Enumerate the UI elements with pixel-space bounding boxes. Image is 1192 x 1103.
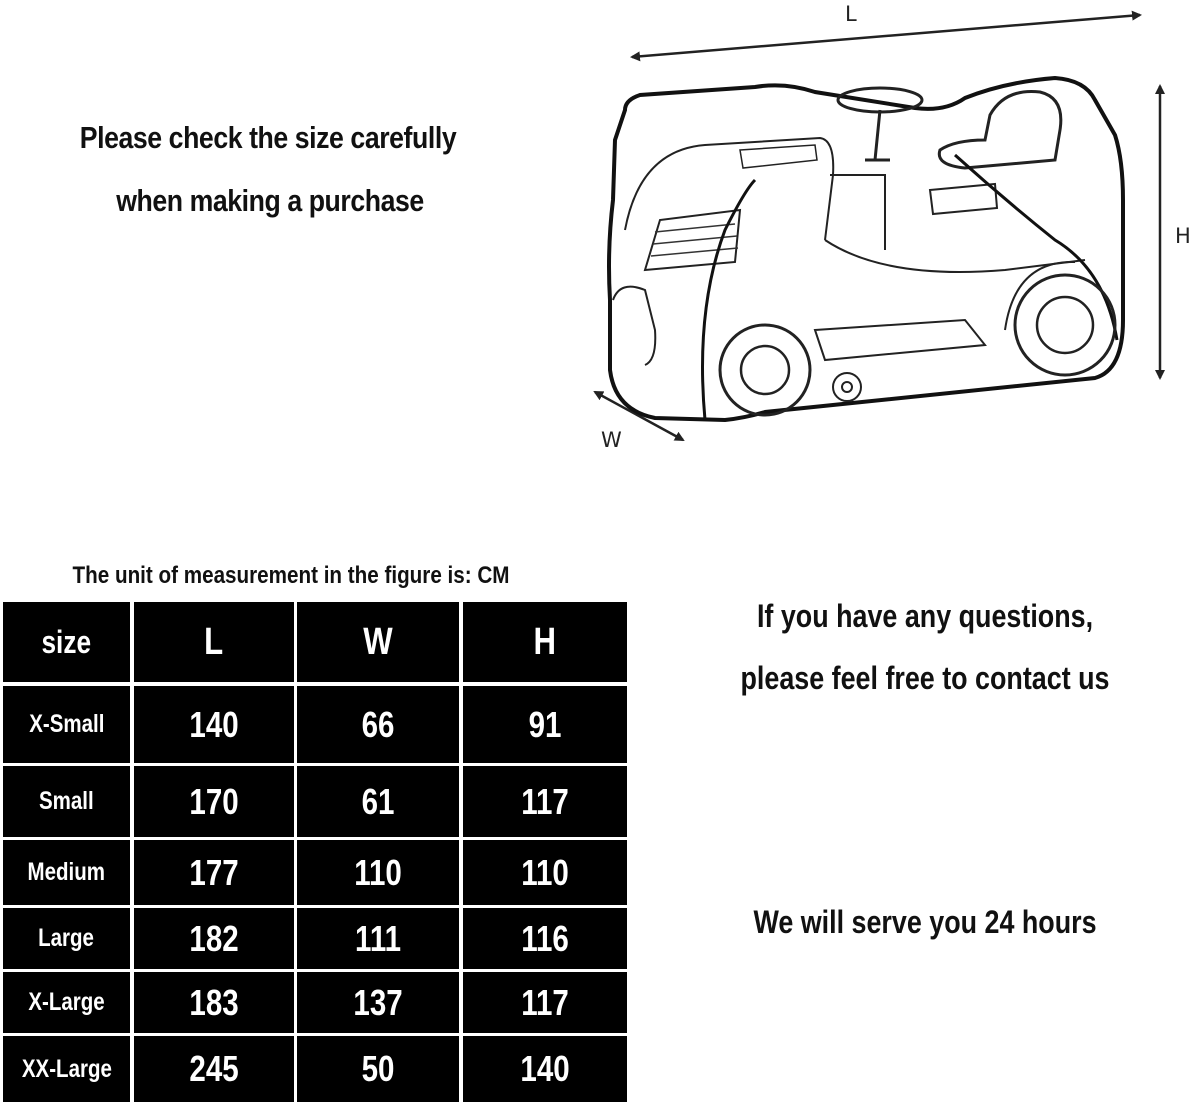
- cell-size: [3, 766, 130, 837]
- cell-text: 111: [355, 917, 401, 959]
- cell-size: [3, 840, 130, 905]
- cell-h: [463, 1036, 627, 1102]
- height-label: H: [1175, 224, 1191, 248]
- cell-text: 137: [353, 981, 403, 1023]
- cell-text: X-Large: [28, 988, 105, 1016]
- contact-line-2: please feel free to contact us: [740, 660, 1110, 696]
- size-notice-line-1: Please check the size carefully: [79, 120, 457, 155]
- cell-h: [463, 908, 627, 969]
- cell-text: 140: [520, 1048, 570, 1089]
- cell-h: [463, 686, 627, 763]
- cell-text: 170: [189, 780, 239, 822]
- cell-l: [134, 840, 294, 905]
- length-label: L: [845, 2, 857, 26]
- table-row: [3, 1036, 629, 1102]
- cell-text: 110: [521, 851, 569, 893]
- cell-text: 177: [189, 851, 239, 893]
- cell-w: [297, 766, 459, 837]
- cell-text: 61: [361, 780, 395, 822]
- cell-size: [3, 1036, 130, 1102]
- size-table: [3, 602, 629, 1102]
- cell-l: [134, 1036, 294, 1102]
- cell-l: [134, 686, 294, 763]
- cell-text: Medium: [27, 858, 106, 886]
- cell-w: [297, 1036, 459, 1102]
- table-row: [3, 972, 629, 1033]
- cell-text: Large: [38, 924, 95, 952]
- cell-text: W: [363, 620, 393, 663]
- mower-cover-diagram: [585, 0, 1192, 470]
- cell-h: [463, 766, 627, 837]
- table-row: [3, 766, 629, 837]
- cell-text: 116: [521, 917, 569, 959]
- cell-l: [134, 766, 294, 837]
- cell-text: 117: [521, 981, 569, 1023]
- cell-text: 140: [189, 703, 239, 745]
- cell-size: [3, 686, 130, 763]
- cell-l: [134, 972, 294, 1033]
- cell-text: X-Small: [28, 710, 105, 738]
- table-row: [3, 908, 629, 969]
- unit-note: The unit of measurement in the figure is: CM: [72, 562, 510, 589]
- cover-outline: [609, 78, 1123, 420]
- width-label: W: [601, 428, 622, 452]
- service-hours-note: We will serve you 24 hours: [753, 904, 1097, 940]
- cell-text: 182: [189, 917, 239, 959]
- cell-w: [297, 972, 459, 1033]
- cell-text: 110: [354, 851, 402, 893]
- cell-h: [463, 972, 627, 1033]
- table-row: [3, 686, 629, 763]
- cell-w: [297, 908, 459, 969]
- cell-l: [134, 908, 294, 969]
- mower-cover-illustration: [585, 0, 1192, 470]
- cell-size: [3, 908, 130, 969]
- cell-size: [3, 972, 130, 1033]
- table-row: [3, 840, 629, 905]
- cell-h: [463, 840, 627, 905]
- cell-text: 183: [189, 981, 239, 1023]
- header-cell-size: [3, 602, 130, 682]
- cell-text: 91: [528, 703, 562, 745]
- cell-text: 117: [521, 780, 569, 822]
- length-arrow: [632, 15, 1140, 57]
- header-cell-w: [297, 602, 459, 682]
- header-cell-l: [134, 602, 294, 682]
- cell-text: 50: [361, 1048, 395, 1089]
- cell-text: XX-Large: [21, 1054, 112, 1083]
- cell-text: H: [533, 620, 557, 663]
- cell-text: Small: [39, 787, 94, 815]
- cell-w: [297, 840, 459, 905]
- cell-w: [297, 686, 459, 763]
- size-notice-line-2: when making a purchase: [116, 183, 424, 218]
- table-header-row: [3, 602, 629, 682]
- cell-text: 66: [361, 703, 395, 745]
- cell-text: size: [41, 623, 92, 660]
- cell-text: L: [204, 620, 224, 663]
- cell-text: 245: [189, 1048, 239, 1089]
- header-cell-h: [463, 602, 627, 682]
- contact-line-1: If you have any questions,: [756, 598, 1094, 634]
